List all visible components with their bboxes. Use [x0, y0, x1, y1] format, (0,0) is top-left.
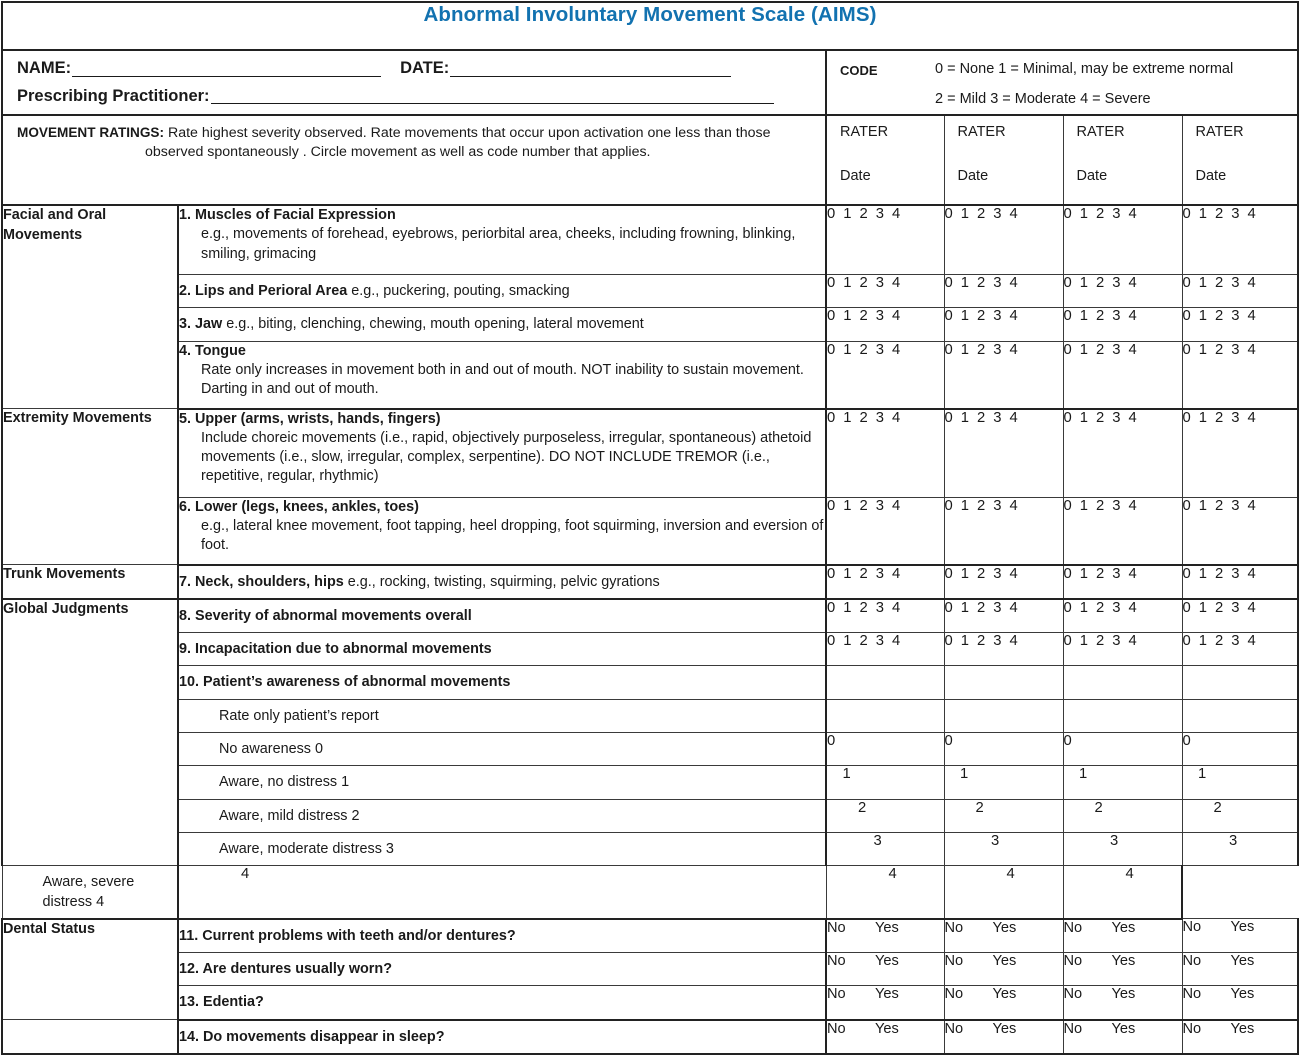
- code-legend-line-1: 0 = None 1 = Minimal, may be extreme normal: [935, 61, 1234, 77]
- rater-date-label[interactable]: Date: [957, 167, 989, 184]
- item-8: [178, 599, 826, 633]
- awareness-rating-cell[interactable]: [1182, 799, 1298, 832]
- category-empty: [2, 1020, 178, 1054]
- item-title: 7. Neck, shoulders, hips: [179, 573, 344, 590]
- yes-option[interactable]: Yes: [1111, 986, 1136, 1003]
- patient-info-row: [2, 50, 1298, 115]
- movement-ratings-label: MOVEMENT RATINGS:: [17, 125, 165, 140]
- rating-scale-cell[interactable]: 0 1 2 3 4: [944, 633, 1063, 666]
- no-option[interactable]: No: [1182, 919, 1202, 936]
- yes-no-cell[interactable]: [1063, 986, 1182, 1020]
- awareness-rating-cell[interactable]: [1182, 733, 1298, 766]
- awareness-value: 0: [827, 733, 836, 750]
- table-row: [2, 1020, 1298, 1054]
- item-description: e.g., lateral knee movement, foot tapping, heel dropping, foot squirming, inversion and eversion of foot.: [201, 517, 824, 554]
- no-option[interactable]: No: [1063, 919, 1083, 936]
- table-row: [2, 275, 1298, 308]
- no-option[interactable]: No: [1063, 953, 1083, 970]
- item-10-sub-instruction: [178, 699, 826, 732]
- yes-option[interactable]: Yes: [992, 953, 1017, 970]
- rating-scale-cell[interactable]: 0 1 2 3 4: [1063, 275, 1182, 308]
- item-9: [178, 633, 826, 666]
- rating-scale-cell[interactable]: 0 1 2 3 4: [1063, 409, 1182, 498]
- rater-header-3: [1063, 115, 1182, 205]
- rating-scale-cell[interactable]: 0 1 2 3 4: [1182, 308, 1298, 341]
- rating-scale-cell[interactable]: 0 1 2 3 4: [826, 205, 944, 275]
- table-row: [2, 565, 1298, 599]
- yes-no-cell[interactable]: [826, 986, 944, 1020]
- item-5: [178, 409, 826, 498]
- yes-no-cell[interactable]: [944, 986, 1063, 1020]
- item-14: [178, 1020, 826, 1054]
- table-row: [2, 953, 1298, 986]
- awareness-value: 4: [1125, 866, 1135, 883]
- no-option[interactable]: No: [1063, 1020, 1083, 1037]
- awareness-value: 2: [975, 799, 985, 816]
- category-label: Extremity Movements: [3, 410, 152, 427]
- item-7: [178, 565, 826, 599]
- no-option[interactable]: No: [944, 953, 964, 970]
- item-1: [178, 205, 826, 275]
- no-option[interactable]: No: [827, 953, 846, 970]
- yes-no-cell[interactable]: [1063, 919, 1182, 953]
- awareness-value: 2: [1094, 799, 1104, 816]
- awareness-rating-cell[interactable]: [944, 733, 1063, 766]
- rating-scale-cell[interactable]: 0 1 2 3 4: [1063, 497, 1182, 565]
- yes-option[interactable]: Yes: [875, 1020, 899, 1037]
- category-facial-oral: [2, 205, 178, 409]
- yes-option[interactable]: Yes: [1230, 919, 1255, 936]
- no-option[interactable]: No: [827, 986, 846, 1003]
- yes-option[interactable]: Yes: [1230, 953, 1255, 970]
- awareness-rating-cell[interactable]: [826, 866, 944, 919]
- rating-scale-cell[interactable]: 0 1 2 3 4: [1063, 599, 1182, 633]
- category-label: Trunk Movements: [3, 566, 126, 583]
- category-trunk: [2, 565, 178, 599]
- movement-ratings-text: Rate highest severity observed. Rate movements that occur upon activation one less than those observed spontaneously . Circle movement as well as code number that applies.: [145, 125, 771, 160]
- yes-option[interactable]: Yes: [992, 919, 1017, 936]
- prescriber-line: [17, 88, 813, 105]
- code-legend-line-2: 2 = Mild 3 = Moderate 4 = Severe: [935, 90, 1151, 107]
- table-row: [2, 205, 1298, 275]
- empty-rating-cell: [944, 699, 1063, 732]
- awareness-value: 2: [858, 799, 867, 816]
- yes-option[interactable]: Yes: [875, 986, 899, 1003]
- item-title: 3. Jaw: [179, 316, 223, 333]
- rating-scale-cell[interactable]: 0 1 2 3 4: [1182, 275, 1298, 308]
- table-row: [2, 766, 1298, 799]
- rating-scale-cell[interactable]: 0 1 2 3 4: [944, 565, 1063, 599]
- item-4: [178, 341, 826, 409]
- item-3: [178, 308, 826, 341]
- yes-no-cell[interactable]: [1182, 919, 1298, 953]
- rating-scale-cell[interactable]: 0 1 2 3 4: [1182, 409, 1298, 498]
- awareness-rating-cell[interactable]: [826, 832, 944, 865]
- rating-scale-cell[interactable]: 0 1 2 3 4: [1182, 341, 1298, 409]
- aims-form-table: [1, 1, 1299, 1055]
- empty-rating-cell: [944, 666, 1063, 699]
- awareness-rating-cell[interactable]: [1063, 766, 1182, 799]
- awareness-rating-cell[interactable]: [1063, 799, 1182, 832]
- item-title: 10. Patient’s awareness of abnormal movements: [179, 674, 511, 691]
- rater-title: RATER: [957, 124, 1006, 140]
- awareness-value: 0: [1063, 733, 1073, 750]
- rating-scale-cell[interactable]: 0 1 2 3 4: [1063, 341, 1182, 409]
- rating-scale-cell[interactable]: 0 1 2 3 4: [944, 599, 1063, 633]
- table-row: [2, 919, 1298, 953]
- rater-date-label[interactable]: Date: [840, 167, 871, 184]
- awareness-value: 2: [1213, 799, 1223, 816]
- rating-scale-cell[interactable]: 0 1 2 3 4: [826, 565, 944, 599]
- no-option[interactable]: No: [1182, 986, 1202, 1003]
- date-input[interactable]: [450, 61, 731, 77]
- rater-title: RATER: [1076, 124, 1125, 140]
- rating-scale-cell[interactable]: 0 1 2 3 4: [944, 341, 1063, 409]
- item-10-option-aware-severe: [2, 866, 178, 919]
- rating-scale-cell[interactable]: 0 1 2 3 4: [1182, 497, 1298, 565]
- page-title: Abnormal Involuntary Movement Scale (AIMS): [423, 3, 877, 26]
- rating-scale-cell[interactable]: 0 1 2 3 4: [944, 275, 1063, 308]
- rating-scale-cell[interactable]: 0 1 2 3 4: [1182, 565, 1298, 599]
- movement-ratings-cell: [2, 115, 826, 205]
- rater-header-2: [944, 115, 1063, 205]
- rating-scale-cell[interactable]: 0 1 2 3 4: [1063, 205, 1182, 275]
- rater-title: RATER: [840, 124, 889, 140]
- category-label: Global Judgments: [3, 600, 129, 617]
- item-description: e.g., movements of forehead, eyebrows, periorbital area, cheeks, including frowning, blinking, smiling, grimacing: [201, 226, 796, 262]
- category-label: Dental Status: [3, 920, 95, 937]
- item-title: 6. Lower (legs, knees, ankles, toes): [179, 498, 419, 515]
- no-option[interactable]: No: [944, 1020, 964, 1037]
- no-option[interactable]: No: [1182, 1020, 1202, 1037]
- empty-rating-cell: [1063, 699, 1182, 732]
- date-label: DATE:: [400, 59, 450, 77]
- awareness-value: 0: [1182, 733, 1192, 750]
- code-label: CODE: [840, 63, 878, 78]
- rating-scale-cell[interactable]: 0 1 2 3 4: [826, 497, 944, 565]
- yes-no-cell[interactable]: [826, 1020, 944, 1054]
- awareness-rating-cell[interactable]: [1063, 832, 1182, 865]
- yes-no-cell[interactable]: [1182, 986, 1298, 1020]
- table-row: [2, 866, 1298, 919]
- yes-option[interactable]: Yes: [1230, 1020, 1255, 1037]
- table-row: [2, 599, 1298, 633]
- item-title: 9. Incapacitation due to abnormal movements: [179, 641, 492, 658]
- no-option[interactable]: No: [827, 1020, 846, 1037]
- patient-info-cell: [2, 50, 826, 115]
- awareness-rating-cell[interactable]: [944, 866, 1063, 919]
- item-title: 5. Upper (arms, wrists, hands, fingers): [179, 410, 441, 427]
- item-11: [178, 919, 826, 953]
- yes-no-cell[interactable]: [826, 953, 944, 986]
- yes-option[interactable]: Yes: [1230, 986, 1255, 1003]
- rating-scale-cell[interactable]: 0 1 2 3 4: [826, 409, 944, 498]
- aims-form-page: [0, 1, 1300, 1045]
- category-dental-status: [2, 919, 178, 1020]
- yes-option[interactable]: Yes: [992, 1020, 1017, 1037]
- name-date-line: [17, 60, 813, 77]
- table-row: [2, 699, 1298, 732]
- rating-scale-cell[interactable]: 0 1 2 3 4: [826, 275, 944, 308]
- rating-scale-cell[interactable]: 0 1 2 3 4: [1182, 599, 1298, 633]
- rater-title: RATER: [1195, 124, 1244, 140]
- item-title: 1. Muscles of Facial Expression: [179, 207, 396, 223]
- item-10-option-no-awareness: [178, 733, 826, 766]
- rating-scale-cell[interactable]: 0 1 2 3 4: [944, 409, 1063, 498]
- yes-no-cell[interactable]: [944, 953, 1063, 986]
- awareness-rating-cell[interactable]: [944, 799, 1063, 832]
- no-option[interactable]: No: [1063, 986, 1083, 1003]
- item-title: 4. Tongue: [179, 342, 246, 359]
- rater-header-4: [1182, 115, 1298, 205]
- yes-no-cell[interactable]: [826, 919, 944, 953]
- empty-rating-cell: [826, 666, 944, 699]
- table-row: [2, 633, 1298, 666]
- rating-scale-cell[interactable]: 0 1 2 3 4: [1063, 565, 1182, 599]
- yes-no-cell[interactable]: [944, 1020, 1063, 1054]
- awareness-value: 1: [842, 766, 852, 783]
- no-option[interactable]: No: [944, 986, 964, 1003]
- item-6: [178, 497, 826, 565]
- empty-rating-cell: [826, 699, 944, 732]
- awareness-value: 3: [991, 832, 1000, 849]
- item-10-option-aware-no-distress: [178, 766, 826, 799]
- item-description: No awareness 0: [219, 741, 323, 758]
- empty-rating-cell: [1063, 666, 1182, 699]
- table-row: [2, 409, 1298, 498]
- no-option[interactable]: No: [944, 919, 964, 936]
- awareness-value: 1: [1198, 766, 1207, 783]
- rating-scale-cell[interactable]: 0 1 2 3 4: [1182, 633, 1298, 666]
- category-extremity: [2, 409, 178, 565]
- prescriber-input[interactable]: [211, 88, 774, 104]
- awareness-rating-cell[interactable]: [1182, 832, 1298, 865]
- yes-option[interactable]: Yes: [992, 986, 1017, 1003]
- awareness-rating-cell[interactable]: [826, 766, 944, 799]
- item-description: Rate only patient’s report: [219, 707, 379, 724]
- awareness-value: 3: [1229, 832, 1238, 849]
- table-row: [2, 986, 1298, 1020]
- awareness-value: 3: [873, 832, 883, 849]
- rating-scale-cell[interactable]: 0 1 2 3 4: [826, 599, 944, 633]
- item-title: 8. Severity of abnormal movements overall: [179, 607, 472, 624]
- yes-option[interactable]: Yes: [875, 953, 899, 970]
- item-12: [178, 953, 826, 986]
- no-option[interactable]: No: [1182, 953, 1202, 970]
- awareness-rating-cell[interactable]: [944, 766, 1063, 799]
- item-title: 2. Lips and Perioral Area: [179, 283, 348, 299]
- yes-no-cell[interactable]: [944, 919, 1063, 953]
- name-label: NAME:: [17, 59, 72, 77]
- table-row: [2, 497, 1298, 565]
- item-10-option-aware-mild: [178, 799, 826, 832]
- awareness-rating-cell[interactable]: [826, 799, 944, 832]
- awareness-rating-cell[interactable]: [944, 832, 1063, 865]
- rating-scale-cell[interactable]: 0 1 2 3 4: [1182, 205, 1298, 275]
- movement-ratings-row: [2, 115, 1298, 205]
- table-row: [2, 308, 1298, 341]
- awareness-rating-cell[interactable]: [178, 866, 826, 919]
- item-title: 12. Are dentures usually worn?: [179, 961, 392, 978]
- awareness-value: 4: [888, 866, 898, 883]
- awareness-rating-cell[interactable]: [1063, 733, 1182, 766]
- yes-option[interactable]: Yes: [1111, 1020, 1136, 1037]
- rating-scale-cell[interactable]: 0 1 2 3 4: [1063, 633, 1182, 666]
- yes-no-cell[interactable]: [1182, 953, 1298, 986]
- awareness-rating-cell[interactable]: [1182, 766, 1298, 799]
- category-label: Facial and Oral Movements: [3, 207, 107, 243]
- table-row: [2, 832, 1298, 865]
- item-description: Include choreic movements (i.e., rapid, objectively purposeless, irregular, spontaneous) athetoid movements (i.e., slow, irregular, complex, serpentine). DO NOT INCLUDE TREMOR (i.e., repetitive, regular, rhythmic): [201, 429, 812, 485]
- awareness-value: 4: [241, 866, 250, 883]
- rating-scale-cell[interactable]: 0 1 2 3 4: [826, 633, 944, 666]
- item-title: 11. Current problems with teeth and/or dentures?: [179, 927, 516, 944]
- form-title-cell: [2, 2, 1298, 50]
- table-row: [2, 799, 1298, 832]
- item-10: [178, 666, 826, 699]
- awareness-rating-cell[interactable]: [1063, 866, 1182, 919]
- item-description: Aware, severe distress 4: [42, 874, 135, 910]
- item-title: 13. Edentia?: [179, 994, 264, 1011]
- yes-option[interactable]: Yes: [1111, 919, 1136, 936]
- rater-date-label[interactable]: Date: [1195, 167, 1227, 184]
- prescriber-label: Prescribing Practitioner:: [17, 86, 210, 105]
- category-global-judgments: [2, 599, 178, 866]
- rating-scale-cell[interactable]: 0 1 2 3 4: [944, 308, 1063, 341]
- item-title: 14. Do movements disappear in sleep?: [179, 1028, 445, 1045]
- yes-no-cell[interactable]: [1063, 1020, 1182, 1054]
- item-description: Aware, moderate distress 3: [219, 840, 394, 857]
- awareness-value: 0: [944, 733, 954, 750]
- item-description: e.g., rocking, twisting, squirming, pelvic gyrations: [347, 573, 660, 590]
- rating-scale-cell[interactable]: 0 1 2 3 4: [826, 341, 944, 409]
- item-description: Rate only increases in movement both in and out of mouth. NOT inability to sustain movement. Darting in and out of mouth.: [201, 361, 804, 398]
- awareness-value: 1: [960, 766, 969, 783]
- item-description: e.g., biting, clenching, chewing, mouth opening, lateral movement: [226, 316, 644, 333]
- table-row: [2, 666, 1298, 699]
- item-13: [178, 986, 826, 1020]
- item-10-option-aware-moderate: [178, 832, 826, 865]
- title-row: [2, 2, 1298, 50]
- yes-option[interactable]: Yes: [1111, 953, 1136, 970]
- yes-option[interactable]: Yes: [875, 919, 899, 936]
- rating-scale-cell[interactable]: 0 1 2 3 4: [944, 497, 1063, 565]
- code-legend-cell: [826, 50, 1298, 115]
- awareness-rating-cell[interactable]: [826, 733, 944, 766]
- no-option[interactable]: No: [827, 919, 846, 936]
- empty-rating-cell: [1182, 699, 1298, 732]
- rater-header-1: [826, 115, 944, 205]
- name-input[interactable]: [72, 61, 381, 77]
- rater-date-label[interactable]: Date: [1076, 167, 1108, 184]
- item-description: e.g., puckering, pouting, smacking: [351, 283, 570, 299]
- awareness-value: 3: [1110, 832, 1119, 849]
- yes-no-cell[interactable]: [1182, 1020, 1298, 1054]
- rating-scale-cell[interactable]: 0 1 2 3 4: [1063, 308, 1182, 341]
- empty-rating-cell: [1182, 666, 1298, 699]
- rating-scale-cell[interactable]: 0 1 2 3 4: [826, 308, 944, 341]
- awareness-value: 4: [1006, 866, 1016, 883]
- table-row: [2, 733, 1298, 766]
- item-description: Aware, no distress 1: [219, 774, 350, 791]
- awareness-value: 1: [1079, 766, 1088, 783]
- table-row: [2, 341, 1298, 409]
- rating-scale-cell[interactable]: 0 1 2 3 4: [944, 205, 1063, 275]
- yes-no-cell[interactable]: [1063, 953, 1182, 986]
- item-description: Aware, mild distress 2: [219, 807, 360, 824]
- item-2: [178, 275, 826, 308]
